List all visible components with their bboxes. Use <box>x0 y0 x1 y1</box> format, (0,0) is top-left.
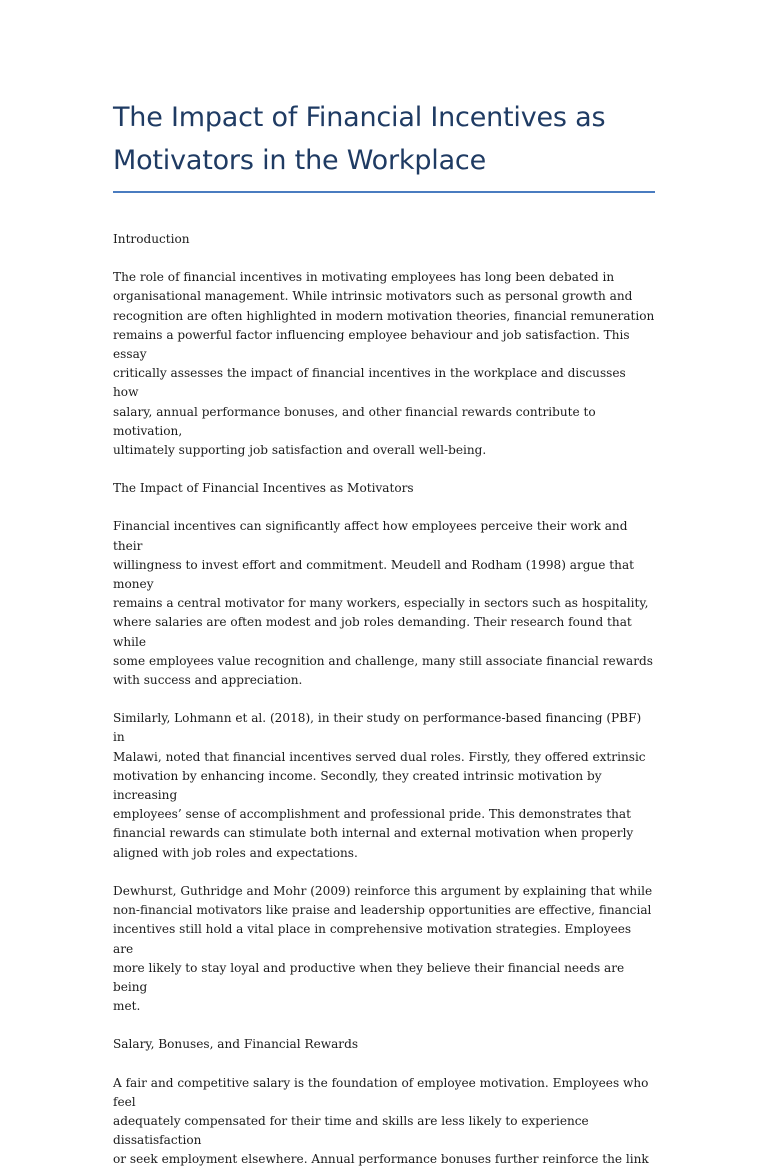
title-line-2: Motivators in the Workplace <box>113 145 486 176</box>
section-heading-impact: The Impact of Financial Incentives as Motivators <box>113 481 414 496</box>
paragraph-impact-2: Similarly, Lohmann et al. (2018), in their study on performance-based financing (PBF) in Malawi, noted that financial incentives served dual roles. Firstly, they offered extrinsic motivation by enhancing income. Secondly, they created intrinsic motivation by increasing employees’ sense of accomplishment and professional pride. This demonstrates that financial rewards can stimulate both internal and external motivation when properly aligned with job roles and expectations. <box>113 711 646 860</box>
paragraph-introduction: The role of financial incentives in motivating employees has long been debated in organisational management. While intrinsic motivators such as personal growth and recognition are often highlighted in modern motivation theories, financial remuneration remains a powerful factor influencing employee behaviour and job satisfaction. This essay critically assesses the impact of financial incentives in the workplace and discusses how salary, annual performance bonuses, and other financial rewards contribute to motivation, ultimately supporting job satisfaction and overall well-being. <box>113 270 655 458</box>
title-underline-rule <box>113 191 655 193</box>
paragraph-impact-1: Financial incentives can significantly affect how employees perceive their work and their willingness to invest effort and commitment. Meudell and Rodham (1998) argue that money remains a central motivator for many workers, especially in sectors such as hospitality, where salaries are often modest and job roles demanding. Their research found that while some employees value recognition and challenge, many still associate financial rewards with success and appreciation. <box>113 519 653 688</box>
section-heading-salary: Salary, Bonuses, and Financial Rewards <box>113 1037 359 1052</box>
document-page <box>113 96 655 1170</box>
title-line-1: The Impact of Financial Incentives as <box>113 102 606 133</box>
section-heading-introduction: Introduction <box>113 232 190 246</box>
paragraph-impact-3: Dewhurst, Guthridge and Mohr (2009) reinforce this argument by explaining that while non-financial motivators like praise and leadership opportunities are effective, financial incentives still hold a vital place in comprehensive motivation strategies. Employees are more likely to stay loyal and productive when they believe their financial needs are being met. <box>113 883 653 1014</box>
document-title <box>113 96 655 182</box>
paragraph-salary-1: A fair and competitive salary is the foundation of employee motivation. Employees who feel adequately compensated for their time and skills are less likely to experience dissatisfaction or seek employment elsewhere. Annual performance bonuses further reinforce the link <box>113 1075 649 1167</box>
